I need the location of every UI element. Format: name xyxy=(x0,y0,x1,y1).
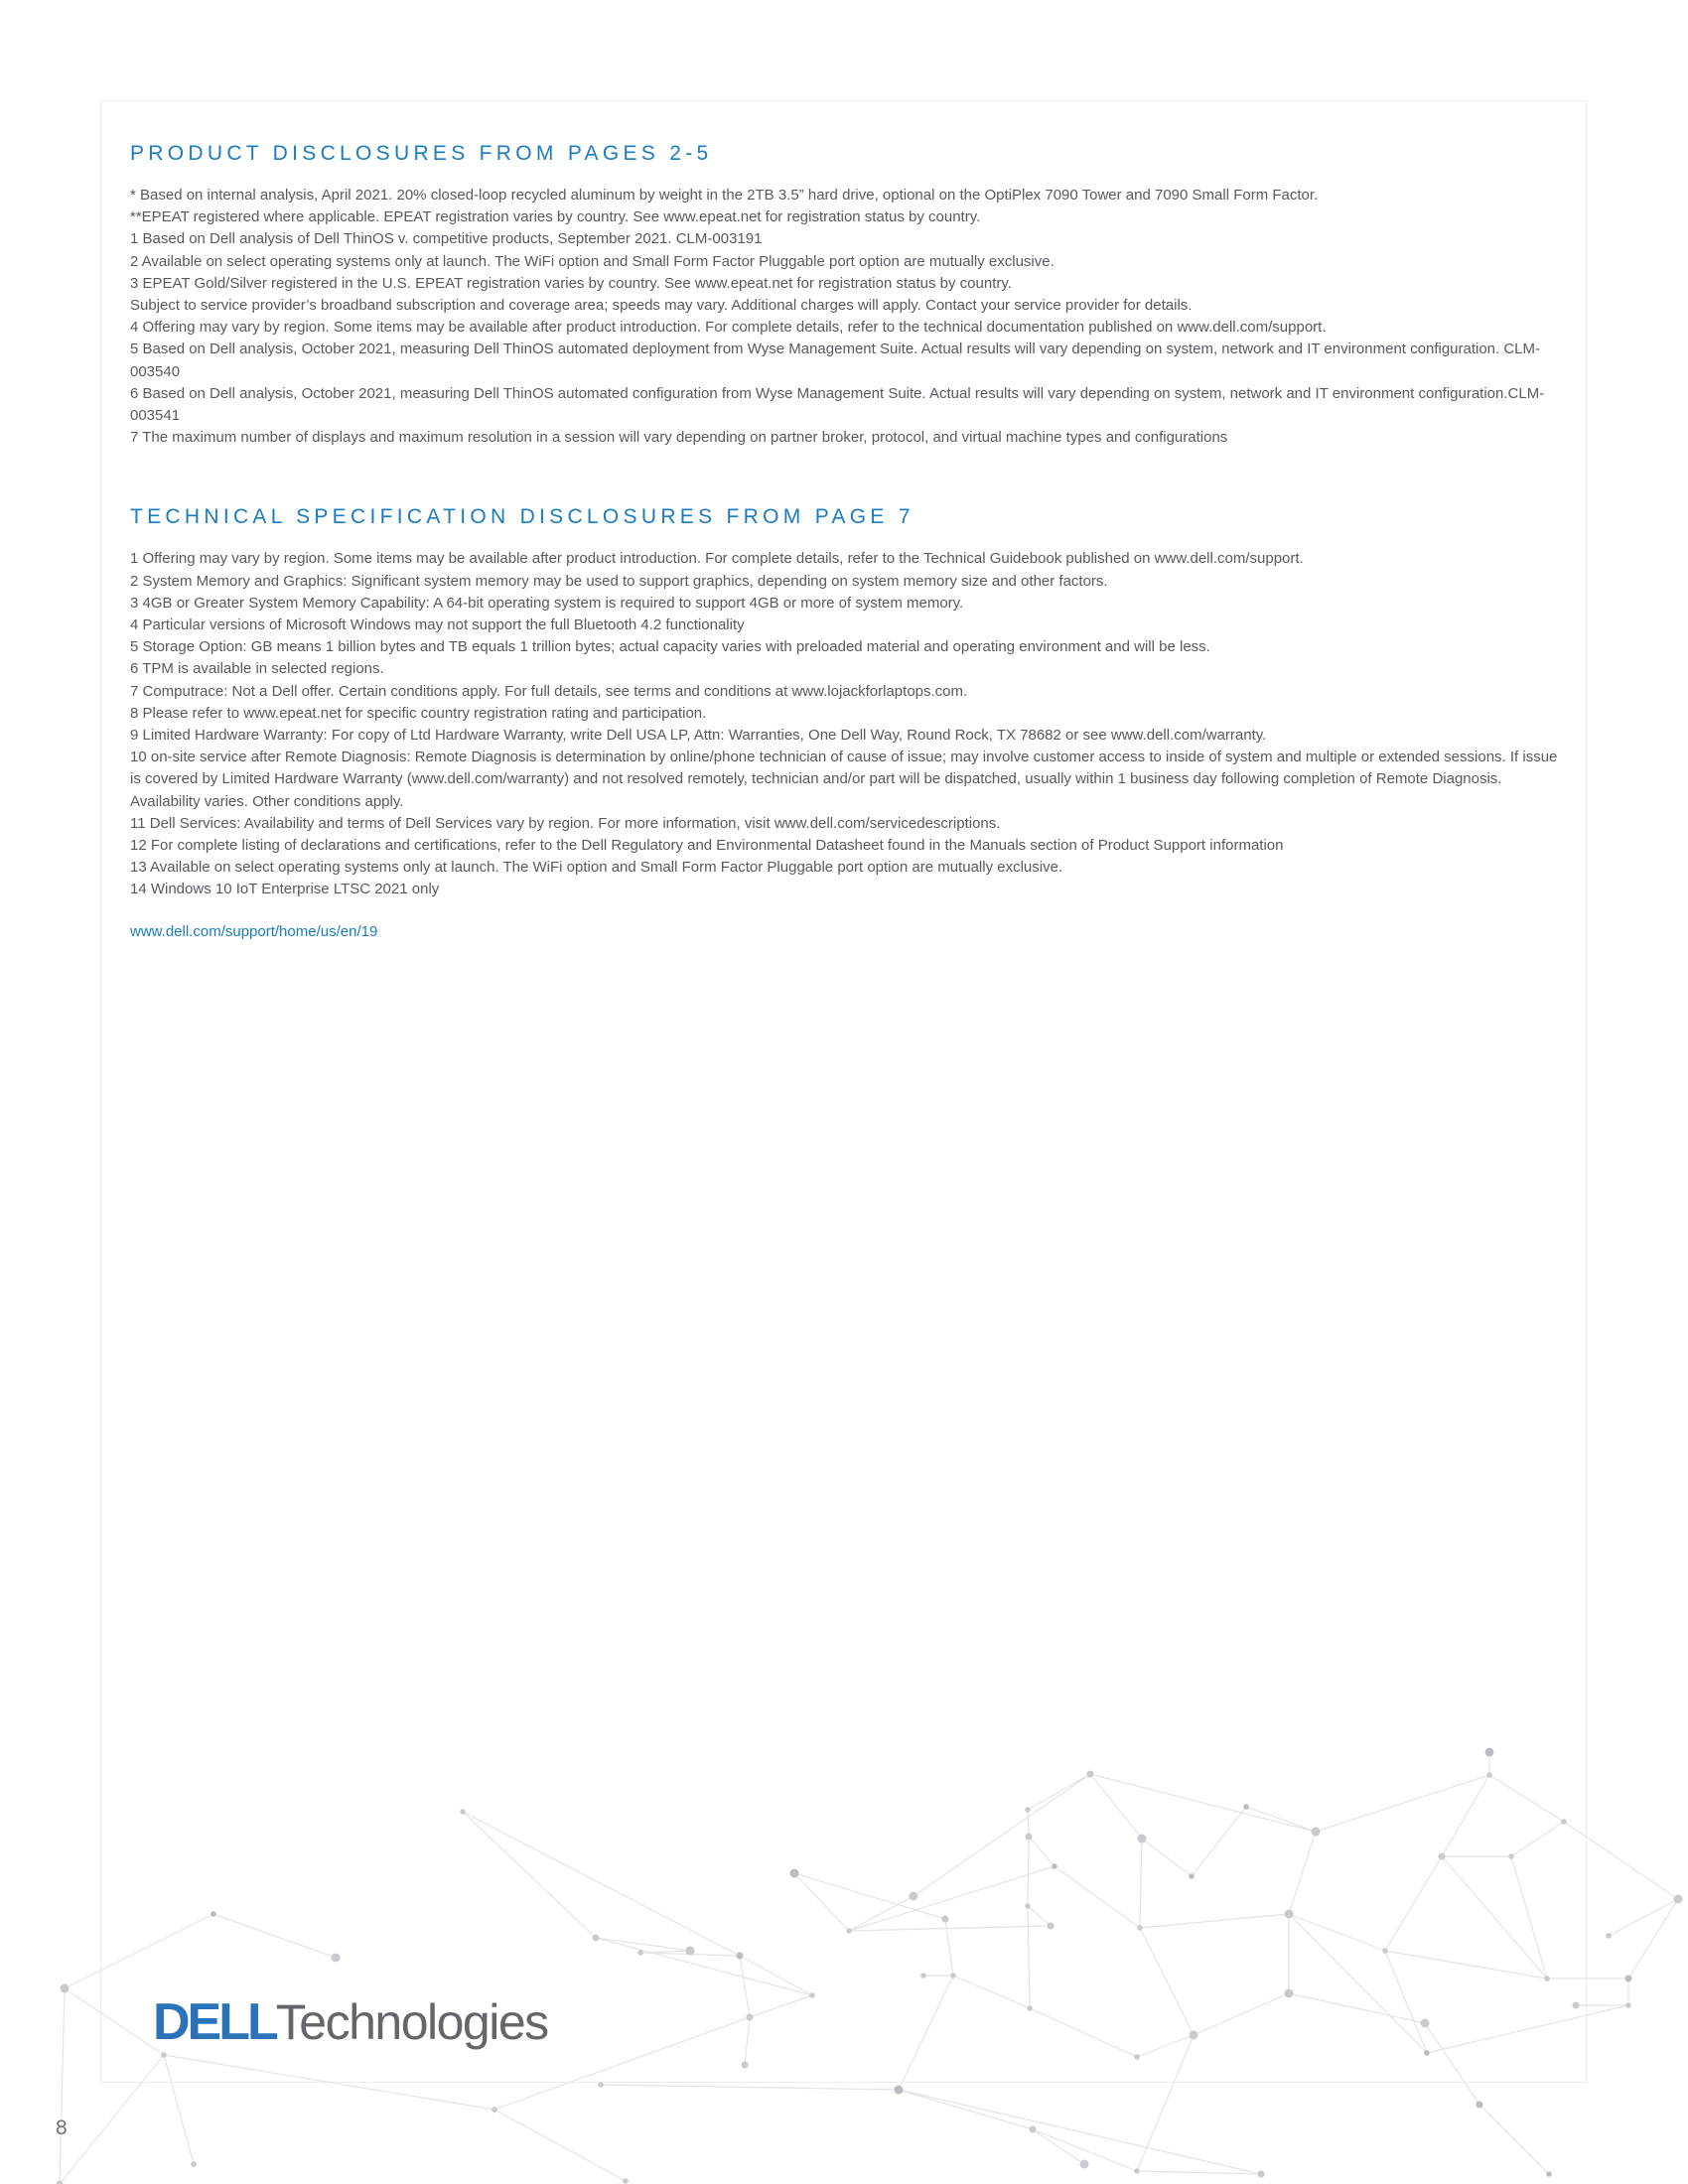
section-title-technical-disclosures: TECHNICAL SPECIFICATION DISCLOSURES FROM PAGE 7 xyxy=(130,505,914,529)
footnote-item: 10 on-site service after Remote Diagnosis: Remote Diagnosis is determination by online/phone technician of cause of issue; may involve customer access to inside of system and multiple or extended sessions. If issue is covered by Limited Hardware Warranty (www.dell.com/warranty) and not resolved remotely, technician and/or part will be dispatched, usually within 1 business day following completion of Remote Diagnosis. Availability varies. Other conditions apply. xyxy=(130,749,1558,810)
product-disclosures-notes xyxy=(130,185,1560,449)
footnote-item: 2 System Memory and Graphics: Significant system memory may be used to support graphics, depending on system memory size and other factors. xyxy=(130,572,1108,590)
footnote-item: 3 EPEAT Gold/Silver registered in the U.S. EPEAT registration varies by country. See www.epeat.net for registration status by country. xyxy=(130,274,1012,292)
footnote-item: 3 4GB or Greater System Memory Capability: A 64-bit operating system is required to support 4GB or more of system memory. xyxy=(130,594,964,612)
footnote-item: 9 Limited Hardware Warranty: For copy of Ltd Hardware Warranty, write Dell USA LP, Attn: Warranties, One Dell Way, Round Rock, TX 78682 or see www.dell.com/warranty. xyxy=(130,727,1267,745)
footnote-item: 13 Available on select operating systems only at launch. The WiFi option and Small Form Factor Pluggable port option are mutually exclusive. xyxy=(130,859,1063,877)
page-number: 8 xyxy=(56,2116,68,2139)
footnote-item: 5 Storage Option: GB means 1 billion bytes and TB equals 1 trillion bytes; actual capacity varies with preloaded material and operating environment and will be less. xyxy=(130,638,1210,656)
footnote-item: 2 Available on select operating systems only at launch. The WiFi option and Small Form Factor Pluggable port option are mutually exclusive. xyxy=(130,252,1055,270)
logo-technologies-text: Technologies xyxy=(275,1994,548,2050)
footnote-item: 6 TPM is available in selected regions. xyxy=(130,660,384,678)
product-disclosures-section xyxy=(130,139,1560,449)
footnote-item: 14 Windows 10 IoT Enterprise LTSC 2021 only xyxy=(130,881,440,898)
technical-spec-disclosures-section xyxy=(130,502,1560,900)
footnote-item: 7 The maximum number of displays and maximum resolution in a session will vary depending on partner broker, protocol, and virtual machine types and configurations xyxy=(130,429,1228,447)
footnote-item: 4 Particular versions of Microsoft Windows may not support the full Bluetooth 4.2 functionality xyxy=(130,616,745,634)
logo-dell-wordmark: DELL xyxy=(153,1993,276,2051)
footnote-item: 7 Computrace: Not a Dell offer. Certain conditions apply. For full details, see terms and conditions at www.lojackforlaptops.com. xyxy=(130,682,968,700)
disclosures-content xyxy=(130,139,1560,943)
footnote-item: Subject to service provider’s broadband subscription and coverage area; speeds may vary. Additional charges will apply. Contact your service provider for details. xyxy=(130,297,1193,315)
footnote-item: 6 Based on Dell analysis, October 2021, measuring Dell ThinOS automated configuration from Wyse Management Suite. Actual results will vary depending on system, network and IT environment configuration.CLM-003541 xyxy=(130,384,1545,425)
footnote-item: 4 Offering may vary by region. Some items may be available after product introduction. For complete details, refer to the technical documentation published on www.dell.com/support. xyxy=(130,319,1327,337)
footnote-item: 12 For complete listing of declarations and certifications, refer to the Dell Regulatory and Environmental Datasheet found in the Manuals section of Product Support information xyxy=(130,837,1284,855)
footnote-item: 1 Offering may vary by region. Some items may be available after product introduction. For complete details, refer to the Technical Guidebook published on www.dell.com/support. xyxy=(130,550,1304,568)
footnote-item: 1 Based on Dell analysis of Dell ThinOS v. competitive products, September 2021. CLM-003191 xyxy=(130,230,763,248)
dell-technologies-logo xyxy=(153,1993,548,2051)
footnote-item: * Based on internal analysis, April 2021. 20% closed-loop recycled aluminum by weight in the 2TB 3.5” hard drive, optional on the OptiPlex 7090 Tower and 7090 Small Form Factor. xyxy=(130,187,1319,204)
footnote-item: 8 Please refer to www.epeat.net for specific country registration rating and participation. xyxy=(130,704,707,722)
section-title-product-disclosures: PRODUCT DISCLOSURES FROM PAGES 2-5 xyxy=(130,142,713,165)
footnote-item: 5 Based on Dell analysis, October 2021, measuring Dell ThinOS automated deployment from Wyse Management Suite. Actual results will vary depending on system, network and IT environment configuration. CLM-003540 xyxy=(130,341,1541,380)
technical-disclosures-notes xyxy=(130,548,1560,900)
support-link[interactable]: www.dell.com/support/home/us/en/19 xyxy=(130,922,378,940)
footnote-item: **EPEAT registered where applicable. EPEAT registration varies by country. See www.epeat.net for registration status by country. xyxy=(130,208,981,226)
footnote-item: 11 Dell Services: Availability and terms of Dell Services vary by region. For more information, visit www.dell.com/servicedescriptions. xyxy=(130,814,1001,832)
